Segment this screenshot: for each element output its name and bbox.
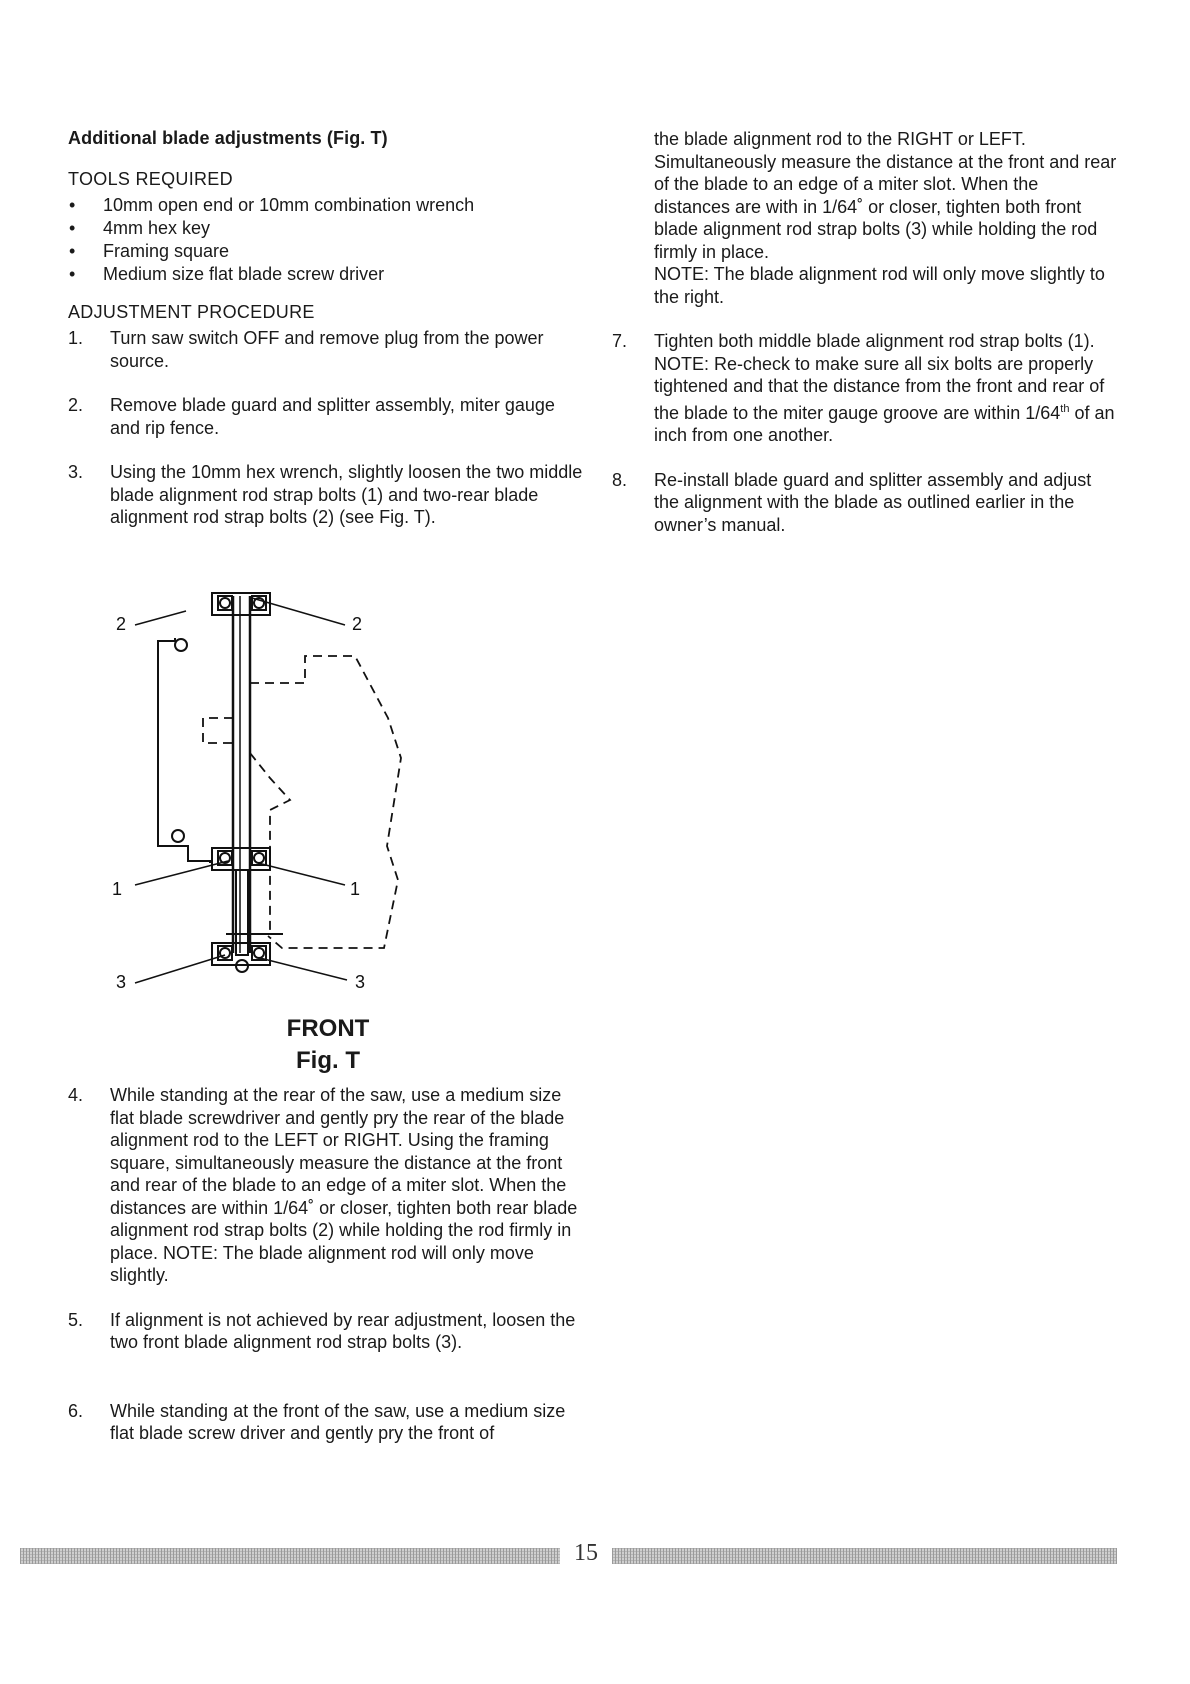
procedure-title: ADJUSTMENT PROCEDURE	[68, 302, 315, 322]
step-6-continuation	[612, 128, 1117, 308]
callout-1-right: 1	[350, 879, 361, 899]
procedure-step	[68, 394, 588, 439]
figure-t-diagram	[100, 578, 430, 992]
step-number: 2.	[68, 395, 84, 415]
bullet-icon: •	[69, 264, 76, 284]
tool-item: • 10mm open end or 10mm combination wrench	[69, 195, 475, 215]
step-number: 3.	[68, 462, 84, 482]
page-number: 15	[574, 1540, 598, 1566]
step-text: Remove blade guard and splitter assembly, miter gauge and rip fence.	[110, 395, 555, 438]
procedure-step	[68, 327, 588, 372]
left-column-lower	[68, 1084, 588, 1445]
tool-item: • Framing square	[69, 241, 230, 261]
procedure-step	[612, 469, 1117, 537]
continuation-text: the blade alignment rod to the RIGHT or LEFT. Simultaneously measure the distance at the front and rear of the blade to an edge of a miter slot. When the distances are with in 1/64˚ or closer, tighten both front blade alignment rod strap bolts (3) while holding the rod firmly in place.	[654, 129, 1117, 262]
procedure-step	[612, 330, 1117, 447]
step-number: 6.	[68, 1400, 84, 1421]
figure-caption-front: FRONT	[286, 1015, 370, 1042]
tools-list	[68, 194, 588, 286]
bullet-icon: •	[69, 241, 76, 261]
step-number: 1.	[68, 328, 84, 348]
section-heading: Additional blade adjustments (Fig. T)	[68, 128, 388, 148]
footer-pattern-left	[20, 1548, 560, 1564]
step-text: Re-install blade guard and splitter assembly and adjust the alignment with the blade as outlined earlier in the owner’s manual.	[654, 469, 1092, 535]
callout-3-left: 3	[116, 972, 127, 992]
figure-caption-label: Fig. T	[296, 1047, 360, 1074]
step-text: Tighten both middle blade alignment rod strap bolts (1). NOTE: Re-check to make sure all six bolts are properly tightened and that the distance from the front and rear of the blade to the miter gauge groove are within 1/64	[654, 331, 1105, 423]
callout-2-left: 2	[116, 614, 127, 634]
bullet-icon: •	[69, 195, 76, 215]
procedure-step	[68, 461, 588, 529]
step-text: While standing at the rear of the saw, use a medium size flat blade screwdriver and gently pry the rear of the blade alignment rod to the LEFT or RIGHT. Using the framing square, simultaneously measure the distance at the front and rear of the blade to an edge of a miter slot. When the distances are within 1/64˚ or closer, tighten both rear blade alignment rod strap bolts (2) while holding the rod firmly in place. NOTE: The blade alignment rod will only move slightly.	[110, 1085, 578, 1285]
procedure-step	[68, 1400, 588, 1445]
step-text-end: of an inch from one another.	[654, 402, 1115, 445]
step-text: Using the 10mm hex wrench, slightly loosen the two middle blade alignment rod strap bolts (1) and two-rear blade alignment rod strap bolts (2) (see Fig. T).	[110, 462, 583, 527]
step-text: If alignment is not achieved by rear adjustment, loosen the two front blade alignment rod strap bolts (3).	[110, 1309, 576, 1352]
step-number: 8.	[612, 469, 628, 490]
tools-title: TOOLS REQUIRED	[68, 169, 233, 189]
bracket-plate-outline	[158, 638, 210, 863]
continuation-note: NOTE: The blade alignment rod will only move slightly to the right.	[654, 264, 1105, 307]
right-column	[612, 128, 1117, 536]
callout-2-right: 2	[352, 614, 363, 634]
step-text: While standing at the front of the saw, use a medium size flat blade screw driver and gently pry the front of	[110, 1400, 566, 1443]
footer-pattern-right	[612, 1548, 1117, 1564]
step-number: 5.	[68, 1309, 84, 1330]
tool-item: • 4mm hex key	[69, 218, 211, 238]
bullet-icon: •	[69, 218, 76, 238]
rod-alignment-drawing	[100, 578, 430, 992]
callout-3-right: 3	[355, 972, 366, 992]
left-column	[68, 128, 588, 529]
step-number: 7.	[612, 331, 628, 351]
step-text: Turn saw switch OFF and remove plug from the power source.	[110, 328, 544, 371]
tool-item: • Medium size flat blade screw driver	[69, 264, 385, 284]
superscript-th: th	[1060, 402, 1070, 415]
step-number: 4.	[68, 1085, 84, 1105]
procedure-step	[68, 1084, 588, 1287]
dashed-blade-outline	[250, 656, 401, 948]
callout-1-left: 1	[112, 879, 123, 899]
procedure-step	[68, 1309, 588, 1354]
